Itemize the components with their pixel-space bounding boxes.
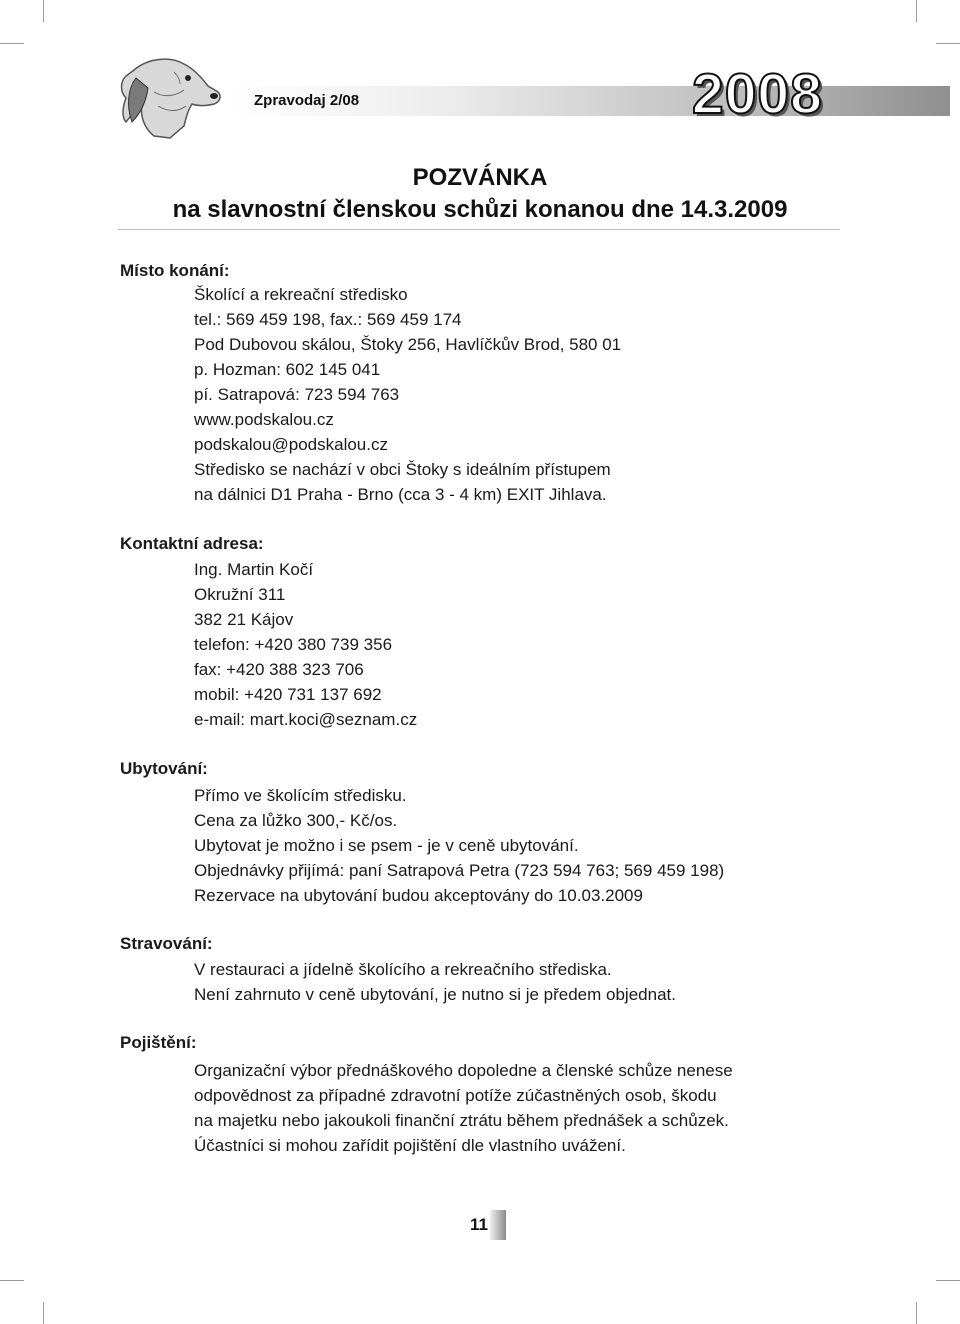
meals-label: Stravování: <box>120 934 213 953</box>
lodging-label: Ubytování: <box>120 759 208 778</box>
venue-label: Místo konání: <box>120 261 230 280</box>
insurance-line: na majetku nebo jakoukoli finanční ztrátu během přednášek a schůzek. <box>194 1111 729 1130</box>
insurance-line: Účastníci si mohou zařídit pojištění dle vlastního uvážení. <box>194 1136 626 1155</box>
venue-details <box>194 282 621 507</box>
venue-line: tel.: 569 459 198, fax.: 569 459 174 <box>194 310 462 329</box>
contact-line: Ing. Martin Kočí <box>194 560 314 579</box>
issue-label: Zpravodaj 2/08 <box>254 92 360 109</box>
venue-line: pí. Satrapová: 723 594 763 <box>194 385 400 404</box>
crop-mark <box>43 1302 44 1324</box>
contact-line: mobil: +420 731 137 692 <box>194 685 382 704</box>
page-number-bar <box>490 1210 506 1240</box>
contact-line: fax: +420 388 323 706 <box>194 660 364 679</box>
contact-line: 382 21 Kájov <box>194 610 294 629</box>
page-title: POZVÁNKA <box>412 164 548 191</box>
venue-line: Středisko se nachází v obci Štoky s ideálním přístupem <box>194 460 611 479</box>
lodging-line: Objednávky přijímá: paní Satrapová Petra (723 594 763; 569 459 198) <box>194 861 725 880</box>
title-divider <box>118 229 840 230</box>
crop-mark <box>43 0 44 22</box>
meals-line: Není zahrnuto v ceně ubytování, je nutno si je předem objednat. <box>194 985 676 1004</box>
lodging-line: Rezervace na ubytování budou akceptovány do 10.03.2009 <box>194 886 643 905</box>
contact-label: Kontaktní adresa: <box>120 534 264 553</box>
lodging-details <box>194 783 724 908</box>
venue-line: p. Hozman: 602 145 041 <box>194 360 381 379</box>
insurance-line: Organizační výbor přednáškového dopoledne a členské schůze nenese <box>194 1061 733 1080</box>
venue-email: podskalou@podskalou.cz <box>194 435 388 454</box>
meals-line: V restauraci a jídelně školícího a rekreačního střediska. <box>194 960 612 979</box>
venue-line: na dálnici D1 Praha - Brno (cca 3 - 4 km) EXIT Jihlava. <box>194 485 607 504</box>
lodging-line: Ubytovat je možno i se psem - je v ceně ubytování. <box>194 836 579 855</box>
year-label: 2008 <box>692 62 823 126</box>
insurance-line: odpovědnost za případné zdravotní potíže zúčastněných osob, škodu <box>194 1086 717 1105</box>
venue-line: Pod Dubovou skálou, Štoky 256, Havlíčkův Brod, 580 01 <box>194 335 622 354</box>
insurance-label: Pojištění: <box>120 1033 197 1052</box>
contact-line: Okružní 311 <box>194 585 286 604</box>
venue-line: Školící a rekreační středisko <box>194 285 408 304</box>
crop-mark <box>916 0 917 22</box>
dog-head-logo <box>114 52 226 144</box>
crop-mark <box>936 43 960 44</box>
crop-mark <box>0 1280 24 1281</box>
lodging-line: Přímo ve školícím středisku. <box>194 786 407 805</box>
contact-details <box>194 557 417 732</box>
page-subtitle: na slavnostní členskou schůzi konanou dne 14.3.2009 <box>172 196 788 223</box>
crop-mark <box>0 43 24 44</box>
venue-website: www.podskalou.cz <box>194 410 334 429</box>
contact-email: e-mail: mart.koci@seznam.cz <box>194 710 418 729</box>
page-number: 11 <box>470 1215 488 1234</box>
lodging-line: Cena za lůžko 300,- Kč/os. <box>194 811 398 830</box>
insurance-details <box>194 1058 733 1158</box>
crop-mark <box>916 1302 917 1324</box>
meals-details <box>194 957 676 1007</box>
contact-line: telefon: +420 380 739 356 <box>194 635 393 654</box>
crop-mark <box>936 1280 960 1281</box>
